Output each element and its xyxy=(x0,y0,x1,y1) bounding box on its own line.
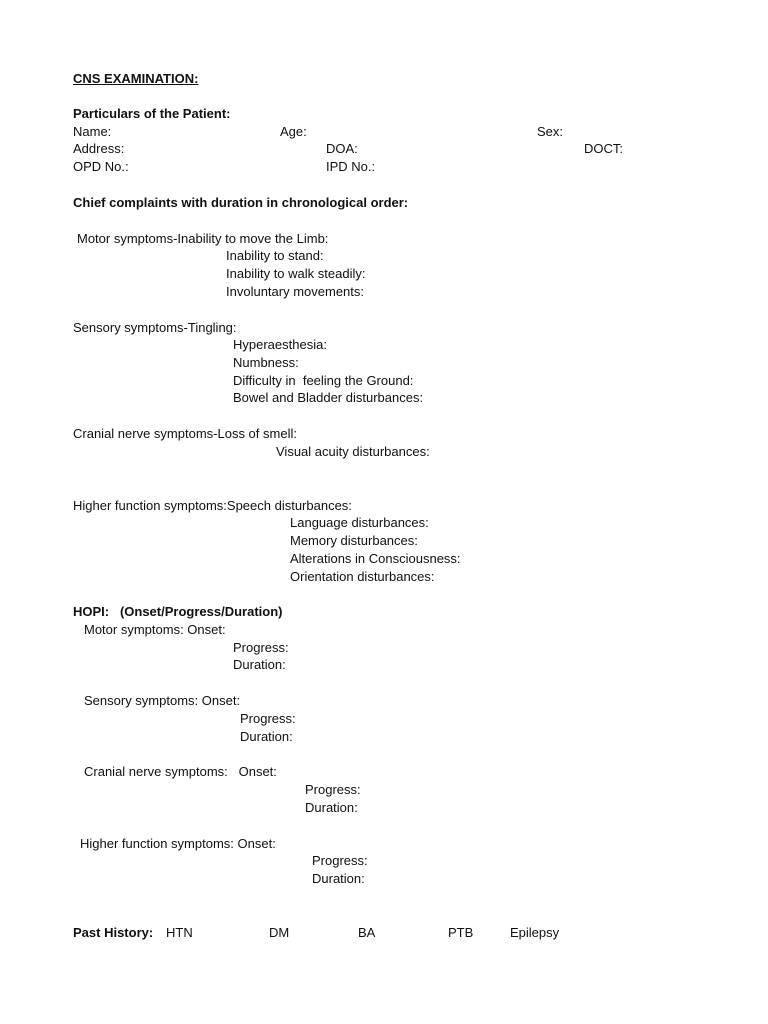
higher-function-item: Alterations in Consciousness: xyxy=(290,551,461,566)
doct-label: DOCT: xyxy=(584,141,623,156)
hopi-higher-onset: Higher function symptoms: Onset: xyxy=(80,836,276,851)
motor-symptom-item: Inability to walk steadily: xyxy=(226,266,366,281)
sensory-symptom-item: Bowel and Bladder disturbances: xyxy=(233,390,424,405)
past-history-label: Past History: xyxy=(73,925,154,940)
past-history-ba: BA xyxy=(358,925,376,940)
opd-label: OPD No.: xyxy=(73,159,129,174)
hopi-sensory-onset: Sensory symptoms: Onset: xyxy=(84,693,241,708)
past-history-dm: DM xyxy=(269,925,290,940)
age-label: Age: xyxy=(280,124,307,139)
hopi-higher-progress: Progress: xyxy=(312,853,368,868)
particulars-heading: Particulars of the Patient: xyxy=(73,106,231,121)
hopi-motor-progress: Progress: xyxy=(233,640,289,655)
hopi-higher-duration: Duration: xyxy=(312,871,365,886)
higher-function-item: Language disturbances: xyxy=(290,515,429,530)
hopi-motor-onset: Motor symptoms: Onset: xyxy=(84,622,226,637)
higher-function-item: Orientation disturbances: xyxy=(290,569,435,584)
higher-function-item: Memory disturbances: xyxy=(290,533,418,548)
address-label: Address: xyxy=(73,141,125,156)
name-label: Name: xyxy=(73,124,112,139)
hopi-sensory-duration: Duration: xyxy=(240,729,293,744)
sensory-symptoms-lead: Sensory symptoms-Tingling: xyxy=(73,320,237,335)
ipd-label: IPD No.: xyxy=(326,159,376,174)
sensory-symptom-item: Difficulty in feeling the Ground: xyxy=(233,373,414,388)
sex-label: Sex: xyxy=(537,124,564,139)
hopi-heading: HOPI: (Onset/Progress/Duration) xyxy=(73,604,283,619)
motor-symptom-item: Involuntary movements: xyxy=(226,284,365,299)
cranial-symptoms-lead: Cranial nerve symptoms-Loss of smell: xyxy=(73,426,297,441)
chief-complaints-heading: Chief complaints with duration in chronological order: xyxy=(73,195,409,210)
past-history-epilepsy: Epilepsy xyxy=(510,925,560,940)
past-history-ptb: PTB xyxy=(448,925,474,940)
sensory-symptom-item: Numbness: xyxy=(233,355,299,370)
motor-symptoms-lead: Motor symptoms-Inability to move the Limb: xyxy=(77,231,329,246)
hopi-cranial-duration: Duration: xyxy=(305,800,358,815)
hopi-cranial-progress: Progress: xyxy=(305,782,361,797)
motor-symptom-item: Inability to stand: xyxy=(226,248,324,263)
page-title: CNS EXAMINATION: xyxy=(73,71,199,86)
hopi-sensory-progress: Progress: xyxy=(240,711,296,726)
cranial-symptom-item: Visual acuity disturbances: xyxy=(276,444,430,459)
doa-label: DOA: xyxy=(326,141,358,156)
hopi-cranial-onset: Cranial nerve symptoms: Onset: xyxy=(84,764,277,779)
past-history-htn: HTN xyxy=(166,925,193,940)
sensory-symptom-item: Hyperaesthesia: xyxy=(233,337,327,352)
hopi-motor-duration: Duration: xyxy=(233,657,286,672)
higher-function-lead: Higher function symptoms:Speech disturbances: xyxy=(73,498,352,513)
